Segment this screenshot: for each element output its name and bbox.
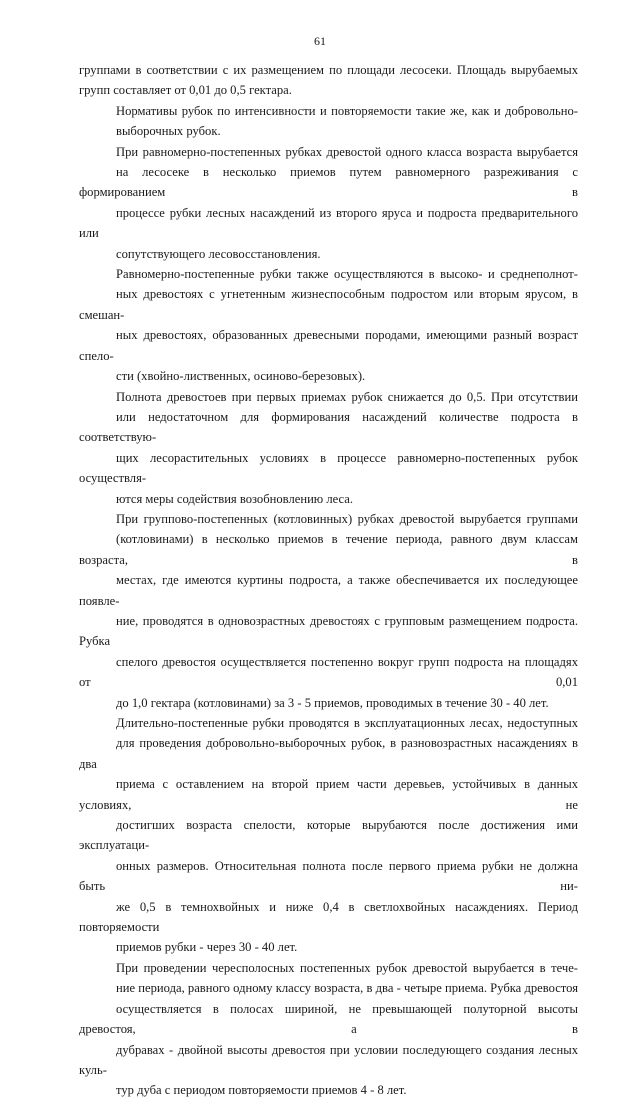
text-line: При равномерно-постепенных рубках древостой одного класса возраста вырубается: [116, 144, 578, 159]
text-line: ются меры содействия возобновлению леса.: [116, 491, 354, 506]
text-line: осуществляется в полосах шириной, не превышающей полуторной высоты древостоя, а в: [79, 1001, 578, 1037]
paragraph: [79, 509, 578, 713]
text-line: группами в соответствии с их размещением по площади лесосеки. Площадь вырубаемых: [79, 63, 578, 77]
text-line: же 0,5 в темнохвойных и ниже 0,4 в светлохвойных насаждениях. Период повторяемости: [79, 899, 578, 935]
text-line: спелого древостоя осуществляется постепенно вокруг групп подроста на площадях от 0,01: [79, 654, 578, 690]
text-line: на лесосеке в несколько приемов путем равномерного разреживания с формированием в: [79, 165, 578, 200]
text-line: дубравах - двойной высоты древостоя при условии последующего создания лесных куль-: [79, 1042, 578, 1077]
text-line: ных древостоях с угнетенным жизнеспособным подростом или вторым ярусом, в смешан-: [79, 287, 578, 322]
text-line: Нормативы рубок по интенсивности и повторяемости такие же, как и добровольно-: [116, 103, 578, 118]
text-line: щих лесорастительных условиях в процессе равномерно-постепенных рубок осуществля-: [79, 450, 578, 486]
text-line: (котловинами) в несколько приемов в течение периода, равного двум классам возраста, в: [79, 532, 578, 567]
text-line: Равномерно-постепенные рубки также осуществляются в высоко- и среднеполнот-: [116, 267, 578, 282]
page-number: 61: [314, 34, 326, 48]
paragraph: [79, 958, 578, 1101]
text-line: Длительно-постепенные рубки проводятся в эксплуатационных лесах, недоступных: [116, 716, 578, 730]
text-line: ние периода, равного одному классу возраста, в два - четыре приема. Рубка древостоя: [116, 981, 578, 996]
body-text: [79, 60, 578, 1101]
text-line: При проведении чересполосных постепенных рубок древостой вырубается в тече-: [116, 960, 578, 975]
text-line: достигших возраста спелости, которые вырубаются после достижения ими эксплуатаци-: [79, 818, 578, 853]
text-line: сти (хвойно-лиственных, осиново-березовых).: [116, 369, 366, 384]
text-line: групп составляет от 0,01 до 0,5 гектара.: [79, 83, 292, 98]
text-line: тур дуба с периодом повторяемости приемов 4 - 8 лет.: [116, 1083, 407, 1098]
text-line: приема с оставлением на второй прием части деревьев, устойчивых в данных условиях, не: [79, 777, 578, 812]
paragraph: [79, 101, 578, 142]
text-line: ных древостоях, образованных древесными породами, имеющими разный возраст спело-: [79, 328, 578, 363]
paragraph: [79, 142, 578, 264]
text-line: выборочных рубок.: [116, 124, 221, 139]
paragraph: [79, 60, 578, 101]
text-line: до 1,0 гектара (котловинами) за 3 - 5 приемов, проводимых в течение 30 - 40 лет.: [116, 695, 549, 710]
text-line: Полнота древостоев при первых приемах рубок снижается до 0,5. При отсутствии: [116, 389, 578, 404]
text-line: сопутствующего лесовосстановления.: [116, 246, 321, 261]
text-line: онных размеров. Относительная полнота после первого приема рубки не должна быть ни-: [79, 858, 578, 894]
text-line: процессе рубки лесных насаждений из второго яруса и подроста предварительного или: [79, 205, 578, 241]
paragraph: [79, 387, 578, 509]
text-line: ние, проводятся в одновозрастных древостоях с групповым размещением подроста. Рубка: [79, 613, 578, 649]
text-line: местах, где имеются куртины подроста, а также обеспечивается их последующее появле-: [79, 573, 578, 608]
text-line: приемов рубки - через 30 - 40 лет.: [116, 940, 298, 955]
text-line: или недостаточном для формирования насаждений количестве подроста в соответствую-: [79, 409, 578, 445]
paragraph: [79, 713, 578, 958]
text-line: для проведения добровольно-выборочных рубок, в разновозрастных насаждениях в два: [79, 736, 578, 771]
paragraph: [79, 264, 578, 386]
text-line: При группово-постепенных (котловинных) рубках древостой вырубается группами: [116, 511, 578, 526]
